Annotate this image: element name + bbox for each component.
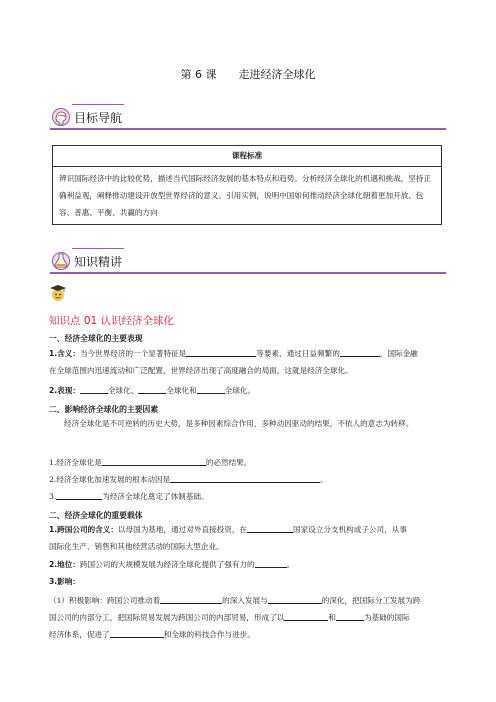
fill-blank[interactable]	[186, 347, 256, 357]
paragraph-impact-label	[49, 576, 447, 587]
graduation-cap-icon	[49, 283, 67, 303]
fill-blank[interactable]	[197, 384, 225, 394]
flask-icon	[50, 250, 72, 272]
fill-blank[interactable]	[268, 594, 322, 604]
paragraph-definition: 1.含义：当今世界经济的一个显著特征是 等要素，通过日益频繁的 ，国际金融 在全球范围内迅速流动和广泛配置，世界经济出现了高度融合的局面，这就是经济全球化。	[49, 349, 418, 375]
table-cell-standard: 辨识国际经济中的比较优势，描述当代国际经济发展的基本特点和趋势。分析经济全球化的机遇和挑战，坚持正确利益观，阐释推动建设开放型世界经济的意义。引用实例，说明中国如何推动经济全球化朝着更加开放、包容、普惠、平衡、共赢的方向	[53, 167, 442, 225]
paragraph-manifestations: 2.表现： 全球化、 全球化和 全球化。	[49, 386, 256, 395]
paragraph-factor-2: 2.经济全球化加速发展的根本动因是 。	[49, 475, 328, 484]
definition-label: 1.含义：	[49, 349, 80, 358]
fill-blank[interactable]	[110, 628, 164, 638]
fill-blank[interactable]	[160, 594, 222, 604]
paragraph-mnc-definition: 1.跨国公司的含义：以母国为基地，通过对外直接投资，在 国家设立分支机构或子公司，从事 国际化生产、销售和其他经营活动的国际大型企业。	[49, 525, 407, 551]
impact-label: 3.影响：	[49, 577, 80, 586]
section-rule	[50, 272, 446, 274]
table-header: 课程标准	[53, 146, 442, 167]
fill-blank[interactable]	[80, 384, 108, 394]
brain-icon	[50, 106, 72, 128]
lesson-number: 第 6 课	[180, 68, 217, 81]
section-top-rule	[72, 104, 124, 105]
section-top-rule	[72, 248, 124, 249]
section-rule	[50, 128, 446, 130]
mnc-definition-label: 1.跨国公司的含义：	[49, 525, 118, 534]
curriculum-standard-table	[52, 145, 442, 225]
section-knowledge-label: 知识精讲	[74, 255, 123, 269]
paragraph-irreversible: 经济全球化是不可逆转的历史大势，是多种因素综合作用，多种动因驱动的结果，不依人的意志为转移。	[64, 419, 414, 428]
lesson-title	[0, 66, 496, 82]
fill-blank[interactable]	[336, 611, 364, 621]
paragraph-positive-impact: （1）积极影响：跨国公司推动着 的深入发展与 的深化，把国际分工发展为跨 国公司的内部分工，把国际贸易发展为跨国公司的内部贸易，形成了以 和 为基础的国际 经济体系，促进了 和全球的科技合作与进步。	[49, 596, 421, 639]
heading-main-manifestations: 一、经济全球化的主要表现	[49, 334, 143, 343]
knowledge-point-title: 知识点 01 认识经济全球化	[49, 315, 175, 327]
paragraph-factor-3: 3. 为经济全球化奠定了体制基础。	[49, 492, 209, 501]
heading-carrier: 二、经济全球化的重要载体	[49, 511, 143, 520]
fill-blank[interactable]	[138, 384, 166, 394]
paragraph-status: 2.地位：跨国公司的大规模发展为经济全球化提供了强有力的 。	[49, 560, 295, 569]
fill-blank[interactable]	[170, 473, 320, 483]
fill-blank[interactable]	[247, 523, 293, 533]
fill-blank[interactable]	[102, 456, 206, 466]
fill-blank[interactable]	[340, 347, 380, 357]
fill-blank[interactable]	[56, 490, 102, 500]
manifestation-label: 2.表现：	[49, 386, 80, 395]
heading-main-factors: 二、影响经济全球化的主要因素	[49, 405, 159, 414]
paragraph-factor-1: 1.经济全球化是 的必然结果。	[49, 458, 252, 467]
fill-blank[interactable]	[255, 558, 287, 568]
section-goal-label: 目标导航	[74, 111, 123, 125]
lesson-name: 走进经济全球化	[238, 68, 316, 81]
fill-blank[interactable]	[284, 611, 328, 621]
status-label: 2.地位：	[49, 560, 80, 569]
